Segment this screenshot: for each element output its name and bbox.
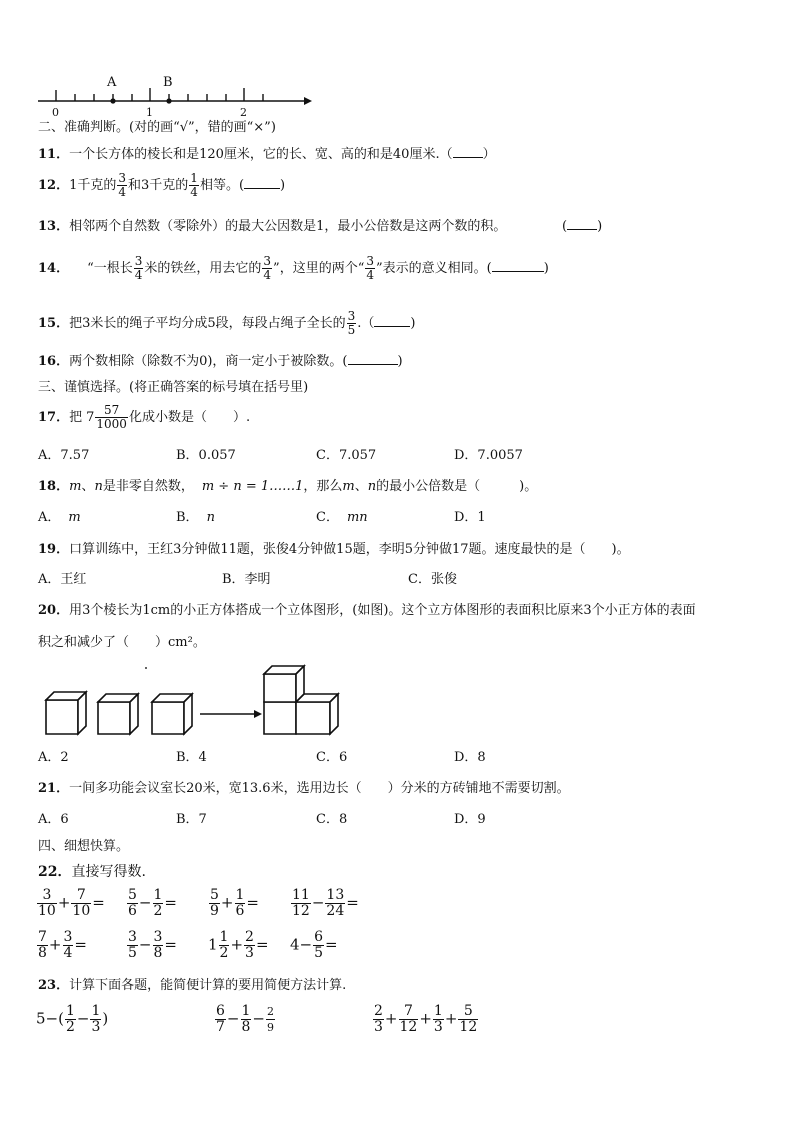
q22-item-3: $\frac{5}{9}$ + $\frac{1}{6}$ = xyxy=(210,887,259,919)
q17-option-d[interactable]: D．7.0057 xyxy=(454,448,523,463)
q18-option-b[interactable]: B． n xyxy=(176,510,215,525)
answer-blank[interactable] xyxy=(492,260,544,272)
q21-option-c[interactable]: C．8 xyxy=(316,812,348,827)
q23-item-1: 5−( $\frac{1}{2}$ − $\frac{1}{3}$ ) xyxy=(36,1003,109,1035)
q21-option-d[interactable]: D．9 xyxy=(454,812,486,827)
q19-option-a[interactable]: A．王红 xyxy=(38,572,87,587)
q22-item-8: 4− $\frac{6}{5}$ = xyxy=(290,929,338,961)
number-line-label-0: 0 xyxy=(52,106,59,119)
q20-option-d[interactable]: D．8 xyxy=(454,750,486,765)
q22-item-6: $\frac{3}{5}$ − $\frac{3}{8}$ = xyxy=(128,929,177,961)
q18-option-c[interactable]: C． mn xyxy=(316,510,368,525)
question-13: 13．相邻两个自然数（零除外）的最大公因数是1，最小公倍数是这两个数的积。 xyxy=(38,219,507,234)
q18-option-a[interactable]: A． m xyxy=(38,510,81,525)
q22-item-1: $\frac{3}{10}$ + $\frac{7}{10}$ = xyxy=(38,887,105,919)
question-21: 21．一间多功能会议室长20米，宽13.6米，选用边长（ ）分米的方砖铺地不需要切割。 xyxy=(38,781,570,796)
q17-option-b[interactable]: B．0.057 xyxy=(176,448,236,463)
answer-blank[interactable] xyxy=(348,353,398,365)
answer-blank[interactable] xyxy=(374,315,410,327)
section-4-heading: 四、细想快算。 xyxy=(38,839,130,854)
question-17: 17．把 7 $\frac{57}{1000}$ 化成小数是（ ）. xyxy=(38,403,251,431)
question-19: 19．口算训练中，王红3分钟做11题，张俊4分钟做15题，李明5分钟做17题。速度最快的是（ )。 xyxy=(38,542,630,557)
question-20: 20．用3个棱长为1cm的小正方体搭成一个立体图形，(如图)。这个立方体图形的表面积比原来3个小正方体的表面 xyxy=(38,603,696,618)
question-23: 23．计算下面各题，能简便计算的要用简便方法计算. xyxy=(38,978,347,993)
q17-option-a[interactable]: A．7.57 xyxy=(38,448,90,463)
q22-item-2: $\frac{5}{6}$ − $\frac{1}{2}$ = xyxy=(128,887,177,919)
q22-item-7: 1 $\frac{1}{2}$ + $\frac{2}{3}$ = xyxy=(208,929,269,961)
q19-option-c[interactable]: C．张俊 xyxy=(408,572,457,587)
q23-item-2: $\frac{6}{7}$ − $\frac{1}{8}$ − $\frac{2}{9}$ xyxy=(216,1003,274,1035)
q23-item-3: $\frac{2}{3}$ + $\frac{7}{12}$ + $\frac{1}{3}$ + $\frac{5}{12}$ xyxy=(374,1003,478,1035)
number-line-label-2: 2 xyxy=(240,106,247,119)
number-line-label-a: A xyxy=(107,75,117,90)
q20-option-a[interactable]: A．2 xyxy=(38,750,69,765)
q20-option-b[interactable]: B．4 xyxy=(176,750,207,765)
q19-option-b[interactable]: B．李明 xyxy=(222,572,271,587)
q17-option-c[interactable]: C．7.057 xyxy=(316,448,377,463)
number-line-label-1: 1 xyxy=(146,106,153,119)
q18-option-d[interactable]: D．1 xyxy=(454,510,486,525)
question-13-answer: ( ) xyxy=(562,219,603,234)
answer-blank[interactable] xyxy=(453,146,483,158)
answer-blank[interactable] xyxy=(244,177,280,189)
number-line-label-b: B xyxy=(163,75,173,90)
section-3-heading: 三、谨慎选择。(将正确答案的标号填在括号里) xyxy=(38,380,309,395)
q22-item-5: $\frac{7}{8}$ + $\frac{3}{4}$ = xyxy=(38,929,87,961)
question-20-line-2: 积之和减少了（ ）cm²。 xyxy=(38,635,206,650)
answer-blank[interactable] xyxy=(567,218,597,230)
number-line xyxy=(36,74,316,119)
question-12: 12．1千克的 $\frac{3}{4}$ 和3千克的 $\frac{1}{4}$ 相等。( ) xyxy=(38,171,286,199)
q21-option-b[interactable]: B．7 xyxy=(176,812,207,827)
q22-item-4: $\frac{11}{12}$ − $\frac{13}{24}$ = xyxy=(292,887,359,919)
question-11: 11．一个长方体的棱长和是120厘米，它的长、宽、高的和是40厘米.（ ） xyxy=(38,147,496,162)
q20-option-c[interactable]: C．6 xyxy=(316,750,348,765)
section-2-heading: 二、准确判断。(对的画“√”，错的画“×”) xyxy=(38,120,276,135)
q21-option-a[interactable]: A．6 xyxy=(38,812,69,827)
question-22: 22．直接写得数. xyxy=(38,864,146,880)
question-18: 18．m、n是非零自然数， m ÷ n = 1……1，那么m、n的最小公倍数是（ )。 xyxy=(38,479,538,494)
cube-figure xyxy=(38,660,348,738)
question-15: 15．把3米长的绳子平均分成5段，每段占绳子全长的 $\frac{3}{5}$ .（ ) xyxy=(38,309,416,337)
question-16: 16．两个数相除（除数不为0)，商一定小于被除数。( ) xyxy=(38,354,403,369)
question-14: 14． “一根长 $\frac{3}{4}$ 米的铁丝，用去它的 $\frac{3}{4}$ ”，这里的两个“ $\frac{3}{4}$ ”表示的意义相同。( ) xyxy=(38,254,549,282)
